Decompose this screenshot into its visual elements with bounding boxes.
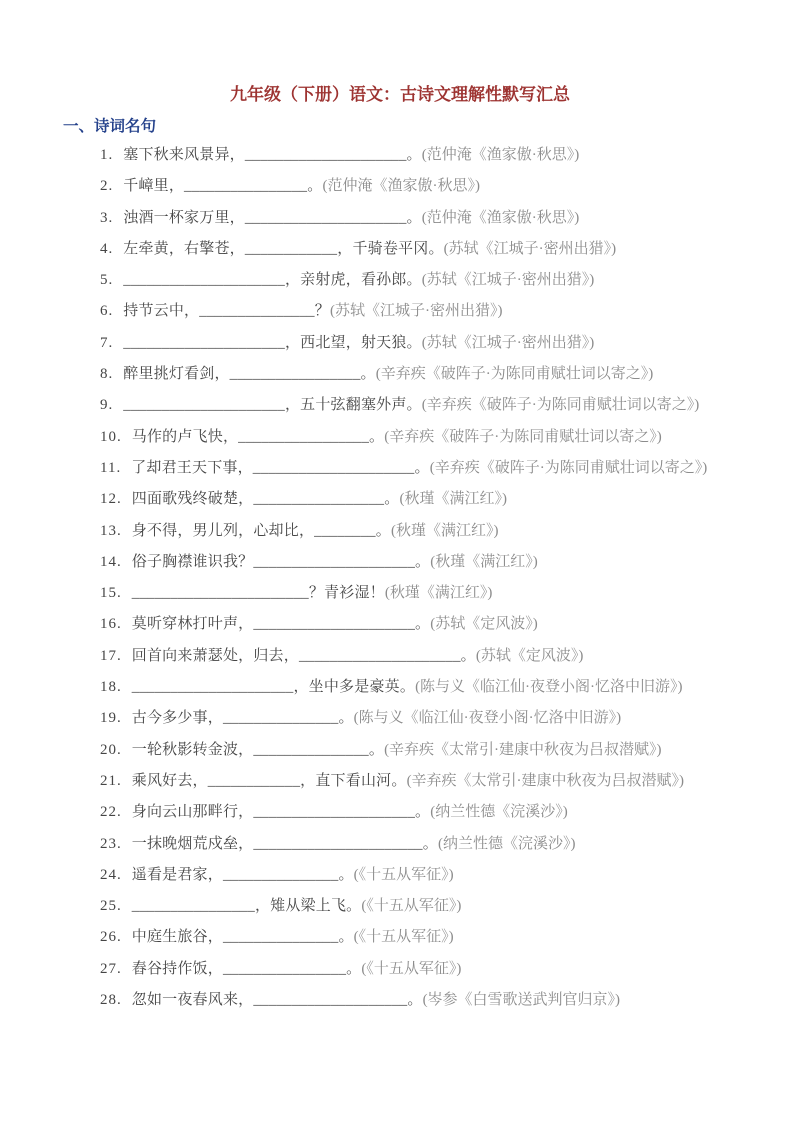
question-text: 醉里挑灯看剑，_________________。: [123, 366, 376, 383]
question-number: 1.: [100, 147, 114, 163]
question-source: (秋瑾《满江红》): [390, 522, 499, 539]
question-number: 17.: [100, 647, 122, 664]
question-text: 回首向来萧瑟处，归去，_____________________。: [131, 647, 476, 664]
question-source: (辛弃疾《太常引·建康中秋夜为吕叔潜赋》): [384, 741, 662, 758]
question-number: 27.: [100, 960, 122, 977]
question-text: 遥看是君家，_______________。: [131, 866, 354, 883]
question-item: [63, 390, 737, 421]
question-number: 4.: [100, 240, 114, 257]
question-item: [63, 328, 737, 359]
question-item: [63, 171, 737, 202]
question-source: (《十五从军征》): [361, 960, 462, 977]
question-item: [63, 797, 737, 828]
question-text: 舂谷持作饭，________________。: [131, 960, 362, 977]
question-text: 塞下秋来风景异，_____________________。: [123, 147, 422, 163]
question-source: (辛弃疾《破阵子·为陈同甫赋壮词以寄之》): [384, 428, 662, 445]
question-text: 马作的卢飞快，_________________。: [131, 428, 385, 445]
question-source: (秋瑾《满江红》): [399, 491, 507, 508]
question-item: [63, 140, 737, 171]
question-text: _____________________，五十弦翻塞外声。: [123, 397, 422, 414]
question-source: (范仲淹《渔家傲·秋思》): [421, 209, 580, 226]
question-item: [63, 922, 737, 953]
question-number: 23.: [100, 835, 122, 852]
question-item: [63, 578, 737, 609]
section-heading: 一、诗词名句: [63, 118, 157, 135]
question-item: [63, 703, 737, 734]
question-text: _____________________，亲射虎，看孙郎。: [123, 272, 422, 289]
question-number: 20.: [100, 741, 122, 758]
question-item: [63, 484, 737, 515]
question-number: 12.: [100, 491, 122, 508]
question-text: 乘风好去，____________，直下看山河。: [131, 772, 407, 789]
question-source: (苏轼《定风波》): [475, 647, 584, 664]
question-number: 28.: [100, 992, 122, 1009]
question-number: 11.: [100, 459, 122, 476]
question-number: 5.: [100, 272, 114, 289]
question-source: (辛弃疾《破阵子·为陈同甫赋壮词以寄之》): [375, 366, 654, 383]
question-source: (秋瑾《满江红》): [430, 553, 538, 570]
question-text: 俗子胸襟谁识我？_____________________。: [131, 553, 431, 570]
question-item: [63, 985, 737, 1016]
question-source: (秋瑾《满江红》): [384, 585, 493, 602]
question-source: (辛弃疾《太常引·建康中秋夜为吕叔潜赋》): [406, 772, 685, 789]
question-list: [63, 140, 737, 1016]
question-number: 6.: [100, 303, 114, 320]
question-number: 14.: [100, 553, 122, 570]
question-text: 古今多少事，_______________。: [131, 710, 354, 727]
question-item: [63, 641, 737, 672]
question-item: [63, 359, 737, 390]
question-source: (陈与义《临江仙·夜登小阁·忆洛中旧游》): [415, 679, 683, 696]
question-text: _______________________？青衫湿！: [131, 585, 385, 602]
question-text: 浊酒一杯家万里，_____________________。: [123, 209, 422, 226]
question-item: [63, 234, 737, 265]
question-text: 千嶂里，________________。: [123, 178, 323, 195]
question-source: (《十五从军征》): [353, 929, 454, 946]
question-item: [63, 516, 737, 547]
question-number: 16.: [100, 616, 122, 633]
question-text: ________________，雉从梁上飞。: [131, 898, 362, 915]
question-text: 身向云山那畔行，_____________________。: [131, 804, 431, 821]
question-text: 四面歌残终破楚，_________________。: [131, 491, 400, 508]
question-item: [63, 547, 737, 578]
page-title: 九年级（下册）语文：古诗文理解性默写汇总: [230, 85, 570, 104]
question-number: 21.: [100, 772, 122, 789]
question-number: 24.: [100, 866, 122, 883]
question-number: 2.: [100, 178, 114, 195]
question-source: (《十五从军征》): [353, 866, 454, 883]
question-number: 15.: [100, 585, 122, 602]
question-item: [63, 203, 737, 234]
question-source: (苏轼《定风波》): [430, 616, 538, 633]
question-source: (辛弃疾《破阵子·为陈同甫赋壮词以寄之》): [429, 459, 708, 476]
question-source: (纳兰性德《浣溪沙》): [430, 804, 568, 821]
question-text: _____________________，坐中多是豪英。: [131, 679, 416, 696]
question-number: 13.: [100, 522, 122, 539]
question-number: 10.: [100, 428, 122, 445]
question-source: (苏轼《江城子·密州出猎》): [443, 240, 617, 257]
question-item: [63, 422, 737, 453]
question-item: [63, 766, 737, 797]
question-number: 26.: [100, 929, 122, 946]
question-source: (纳兰性德《浣溪沙》): [437, 835, 576, 852]
question-item: [63, 860, 737, 891]
question-text: 身不得，男儿列，心却比，________。: [131, 522, 391, 539]
question-number: 22.: [100, 804, 122, 821]
question-source: (岑参《白雪歌送武判官归京》): [422, 992, 621, 1009]
question-text: 左牵黄，右擎苍，____________，千骑卷平冈。: [123, 240, 444, 257]
question-text: 一抹晚烟荒戍垒，______________________。: [131, 835, 438, 852]
question-text: 了却君王天下事，_____________________。: [131, 459, 430, 476]
question-source: (苏轼《江城子·密州出猎》): [329, 303, 503, 320]
question-source: (苏轼《江城子·密州出猎》): [421, 272, 595, 289]
question-source: (辛弃疾《破阵子·为陈同甫赋壮词以寄之》): [421, 397, 700, 414]
question-item: [63, 609, 737, 640]
question-source: (陈与义《临江仙·夜登小阁·忆洛中旧游》): [353, 710, 622, 727]
question-number: 7.: [100, 334, 114, 351]
question-item: [63, 735, 737, 766]
question-item: [63, 954, 737, 985]
question-number: 3.: [100, 209, 114, 226]
question-item: [63, 265, 737, 296]
question-item: [63, 672, 737, 703]
question-text: 忽如一夜春风来，____________________。: [131, 992, 423, 1009]
question-text: 中庭生旅谷，_______________。: [131, 929, 354, 946]
question-number: 18.: [100, 679, 122, 696]
question-item: [63, 891, 737, 922]
question-number: 19.: [100, 710, 122, 727]
question-text: 一轮秋影转金波，_______________。: [131, 741, 385, 758]
question-item: [63, 453, 737, 484]
question-item: [63, 829, 737, 860]
question-number: 25.: [100, 898, 122, 915]
question-text: 持节云中，_______________？: [123, 303, 330, 320]
question-text: 莫听穿林打叶声，_____________________。: [131, 616, 431, 633]
question-source: (范仲淹《渔家傲·秋思》): [421, 147, 580, 163]
question-source: (《十五从军征》): [361, 898, 462, 915]
question-number: 9.: [100, 397, 114, 414]
question-item: [63, 296, 737, 327]
question-number: 8.: [100, 366, 114, 383]
question-text: _____________________，西北望，射天狼。: [123, 334, 422, 351]
question-source: (苏轼《江城子·密州出猎》): [421, 334, 595, 351]
question-source: (范仲淹《渔家傲·秋思》): [322, 178, 480, 195]
